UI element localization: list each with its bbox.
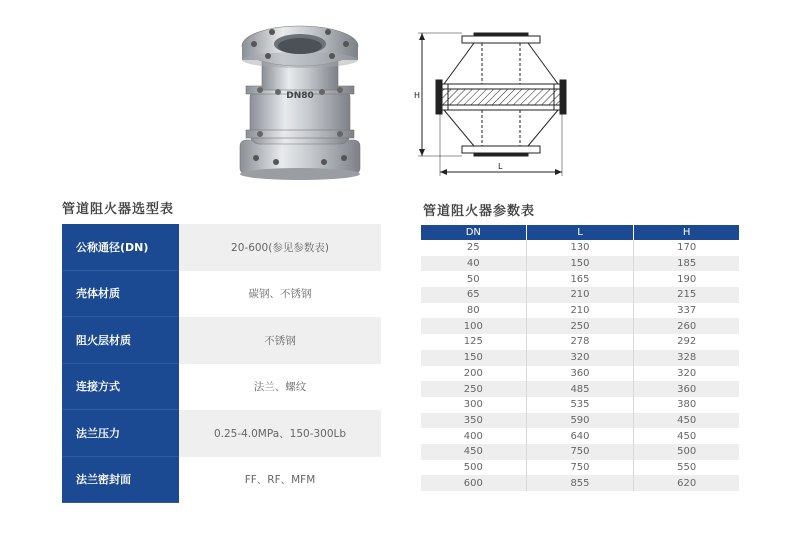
table-row — [421, 318, 739, 334]
selection-row — [62, 271, 381, 318]
table-cell: 600 — [421, 475, 526, 491]
table-cell: 250 — [421, 381, 526, 397]
selection-label: 公称通径(DN) — [62, 224, 179, 271]
table-cell: 750 — [526, 460, 634, 476]
table-row — [421, 287, 739, 303]
selection-label: 法兰密封面 — [62, 457, 179, 504]
table-cell: 65 — [421, 287, 526, 303]
selection-value: 0.25-4.0MPa、150-300Lb — [179, 410, 381, 457]
table-cell: 350 — [421, 413, 526, 429]
selection-value: 不锈钢 — [179, 317, 381, 364]
table-cell: 100 — [421, 318, 526, 334]
table-cell: 360 — [526, 366, 634, 382]
table-cell: 320 — [526, 350, 634, 366]
table-cell: 165 — [526, 271, 634, 287]
table-row — [421, 428, 739, 444]
selection-row — [62, 317, 381, 364]
dimension-h-label: H — [414, 91, 421, 100]
product-photo — [232, 22, 367, 180]
table-cell: 300 — [421, 397, 526, 413]
parameter-header-row — [421, 225, 739, 240]
table-cell: 337 — [634, 303, 739, 319]
selection-row — [62, 224, 381, 271]
table-cell: 260 — [634, 318, 739, 334]
table-row — [421, 350, 739, 366]
table-cell: 485 — [526, 381, 634, 397]
product-marking: DN80 — [286, 91, 314, 101]
table-cell: 590 — [526, 413, 634, 429]
table-cell: 25 — [421, 240, 526, 256]
table-cell: 320 — [634, 366, 739, 382]
selection-table-title: 管道阻火器选型表 — [62, 202, 175, 217]
selection-label: 壳体材质 — [62, 271, 179, 318]
table-cell: 380 — [634, 397, 739, 413]
table-cell: 210 — [526, 303, 634, 319]
table-cell: 80 — [421, 303, 526, 319]
parameter-table-body — [421, 240, 739, 491]
table-row — [421, 397, 739, 413]
table-row — [421, 256, 739, 272]
selection-label: 阻火层材质 — [62, 317, 179, 364]
table-cell: 250 — [526, 318, 634, 334]
table-row — [421, 444, 739, 460]
table-cell: 535 — [526, 397, 634, 413]
table-cell: 550 — [634, 460, 739, 476]
table-cell: 450 — [634, 428, 739, 444]
table-cell: 40 — [421, 256, 526, 272]
table-cell: 278 — [526, 334, 634, 350]
selection-value: 20-600(参见参数表) — [179, 224, 381, 271]
table-cell: 450 — [421, 444, 526, 460]
table-cell: 130 — [526, 240, 634, 256]
table-cell: 360 — [634, 381, 739, 397]
table-row — [421, 381, 739, 397]
table-cell: 292 — [634, 334, 739, 350]
table-cell: 855 — [526, 475, 634, 491]
header-h: H — [634, 225, 739, 240]
table-cell: 400 — [421, 428, 526, 444]
table-cell: 620 — [634, 475, 739, 491]
table-cell: 215 — [634, 287, 739, 303]
selection-row — [62, 457, 381, 504]
table-row — [421, 240, 739, 256]
table-cell: 150 — [526, 256, 634, 272]
table-row — [421, 413, 739, 429]
table-row — [421, 303, 739, 319]
table-cell: 200 — [421, 366, 526, 382]
table-cell: 500 — [634, 444, 739, 460]
parameter-table-title: 管道阻火器参数表 — [423, 204, 536, 219]
table-row — [421, 334, 739, 350]
selection-value: 碳钢、不锈钢 — [179, 271, 381, 318]
selection-value: FF、RF、MFM — [179, 457, 381, 504]
selection-label: 法兰压力 — [62, 410, 179, 457]
table-cell: 450 — [634, 413, 739, 429]
selection-value: 法兰、螺纹 — [179, 364, 381, 411]
table-cell: 190 — [634, 271, 739, 287]
table-cell: 150 — [421, 350, 526, 366]
table-cell: 328 — [634, 350, 739, 366]
selection-label: 连接方式 — [62, 364, 179, 411]
table-cell: 210 — [526, 287, 634, 303]
parameter-table — [421, 225, 739, 491]
header-dn: DN — [421, 225, 526, 240]
table-row — [421, 366, 739, 382]
table-cell: 500 — [421, 460, 526, 476]
dimension-l-label: L — [498, 162, 503, 171]
table-row — [421, 475, 739, 491]
technical-drawing — [412, 22, 592, 184]
selection-row — [62, 364, 381, 411]
table-cell: 640 — [526, 428, 634, 444]
table-cell: 170 — [634, 240, 739, 256]
table-cell: 125 — [421, 334, 526, 350]
selection-table — [62, 224, 381, 503]
table-cell: 50 — [421, 271, 526, 287]
header-l: L — [526, 225, 634, 240]
selection-row — [62, 410, 381, 457]
table-cell: 750 — [526, 444, 634, 460]
table-row — [421, 271, 739, 287]
table-cell: 185 — [634, 256, 739, 272]
table-row — [421, 460, 739, 476]
